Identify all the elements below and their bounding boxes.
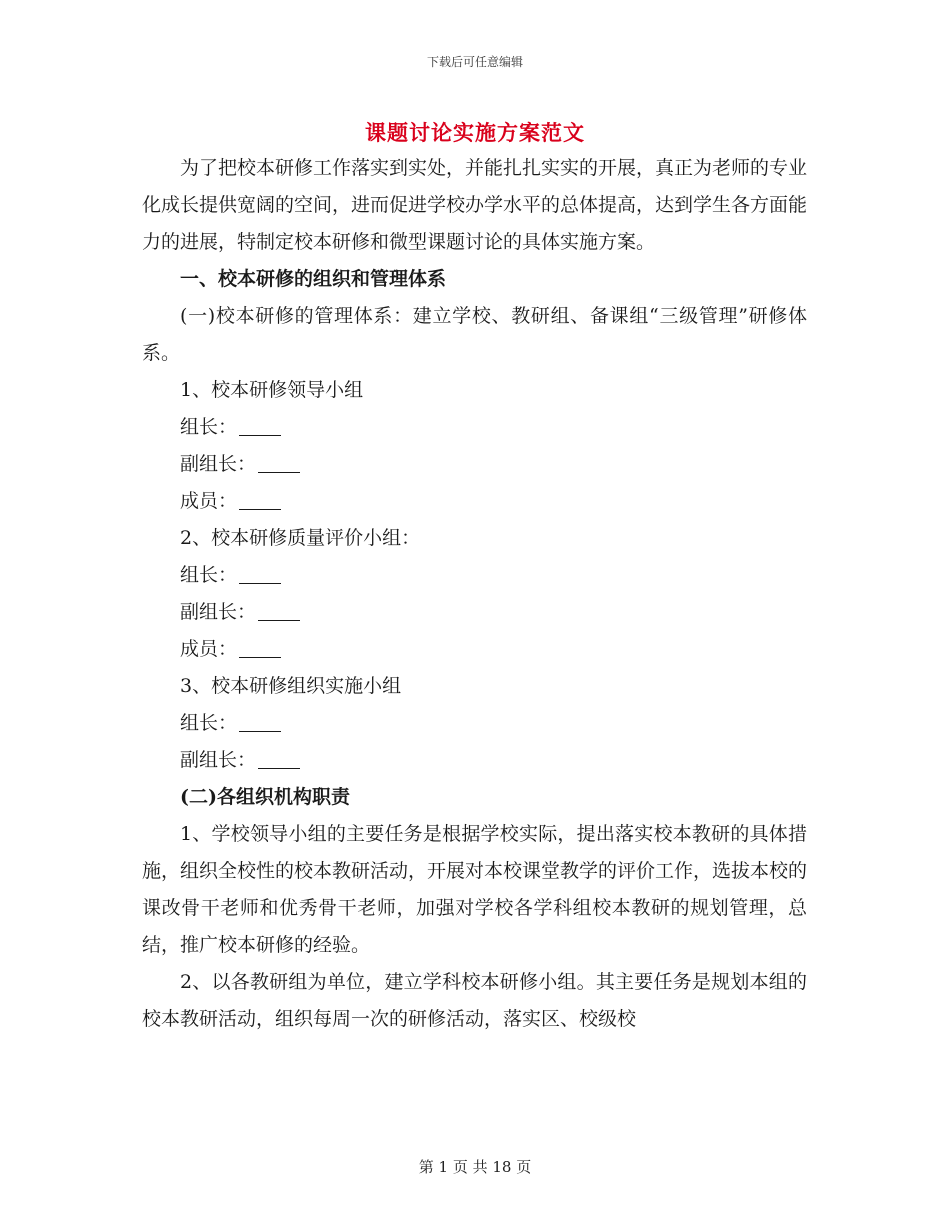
group-title-3: 3、校本研修组织实施小组 <box>180 675 402 697</box>
group-title-1: 1、校本研修领导小组 <box>180 379 364 401</box>
role-label: 组长： <box>180 712 238 734</box>
document-body <box>142 150 807 1038</box>
role-label: 组长： <box>180 416 238 438</box>
role-line <box>142 631 807 668</box>
role-line <box>142 409 807 446</box>
intro-paragraph: 为了把校本研修工作落实到实处，并能扎扎实实的开展，真正为老师的专业化成长提供宽阔的空间，进而促进学校办学水平的总体提高，达到学生各方面能力的进展，特制定校本研修和微型课题讨论的具体实施方案。 <box>142 157 808 253</box>
group-title-2: 2、校本研修质量评价小组： <box>180 527 421 549</box>
role-label: 成员： <box>180 490 238 512</box>
role-label: 组长： <box>180 564 238 586</box>
page-footer: 第 1 页 共 18 页 <box>418 1158 532 1176</box>
blank-field <box>239 638 281 658</box>
subsection-management: (一)校本研修的管理体系：建立学校、教研组、备课组“三级管理”研修体系。 <box>142 305 807 364</box>
page-header: 下载后可任意编辑 <box>426 55 523 69</box>
role-line <box>142 446 807 483</box>
blank-field <box>258 749 300 769</box>
document-title: 课题讨论实施方案范文 <box>365 120 585 145</box>
blank-field <box>239 416 281 436</box>
blank-field <box>239 490 281 510</box>
role-line <box>142 483 807 520</box>
role-label: 成员： <box>180 638 238 660</box>
duty-paragraph-1: 1、学校领导小组的主要任务是根据学校实际，提出落实校本教研的具体措施，组织全校性的校本教研活动，开展对本校课堂教学的评价工作，选拔本校的课改骨干老师和优秀骨干老师，加强对学校各学科组校本教研的规划管理，总结，推广校本研修的经验。 <box>142 823 808 956</box>
role-line <box>142 594 807 631</box>
blank-field <box>258 601 300 621</box>
role-label: 副组长： <box>180 749 257 771</box>
duty-paragraph-2: 2、以各教研组为单位，建立学科校本研修小组。其主要任务是规划本组的校本教研活动，组织每周一次的研修活动，落实区、校级校 <box>142 971 807 1030</box>
role-label: 副组长： <box>180 453 257 475</box>
role-line <box>142 705 807 742</box>
role-label: 副组长： <box>180 601 257 623</box>
section-heading: 一、校本研修的组织和管理体系 <box>180 268 447 290</box>
blank-field <box>239 564 281 584</box>
role-line <box>142 742 807 779</box>
subsection-duties: (二)各组织机构职责 <box>180 786 350 808</box>
blank-field <box>239 712 281 732</box>
blank-field <box>258 453 300 473</box>
role-line <box>142 557 807 594</box>
